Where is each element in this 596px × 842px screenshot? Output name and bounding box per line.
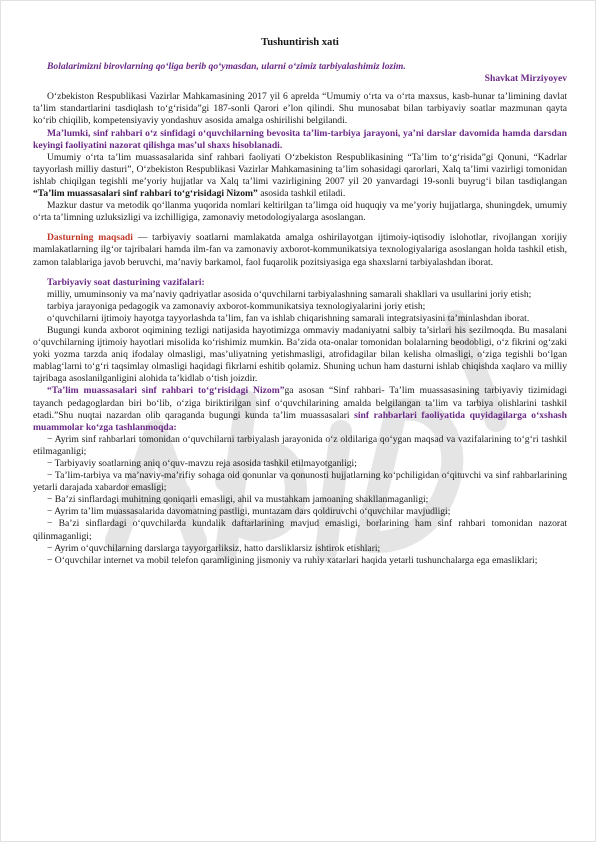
nizom-reference-2: “Ta’lim muassasalari sinf rahbari to‘g‘risidagi Nizom”: [47, 385, 285, 397]
document-body: [33, 37, 567, 567]
problems-intro: sinf rahbarlari faoliyatida quyidagilarga o‘xshash muammolar ko‘zga tashlanmoqda:: [33, 409, 567, 433]
goal-label: Dasturning maqsadi: [47, 232, 133, 244]
epigraph-author: Shavkat Mirziyoyev: [484, 73, 567, 85]
body-p2-mid: ga asosan “Sinf rahbari- Ta’lim muassasasining tarbiyaviy tizimidagi tayanch pedagoglardan biri bo‘lib, o‘ziga biriktirilgan sinf o‘quvchilarining amalda belgilangan ta’lim va tarbiya olishlarini tashkil etadi.”Shu nuqtai nazardan olib qaraganda bugungi kunda ta’lim muassasalari: [33, 385, 567, 421]
epigraph-quote: Bolalarimizni birovlarning qo‘liga berib qo‘ymasdan, ularni o‘zimiz tarbiyalashimiz lozim.: [47, 61, 406, 73]
intro-paragraph-2: Ma’lumki, sinf rahbari o‘z sinfidagi o‘quvchilarning bevosita ta’lim-tarbiya jarayoni, ya’ni darslar davomida hamda darsdan keyingi faoliyatini nazorat qilishga mas’ul shaxs hisoblanadi.: [33, 127, 567, 151]
intro-paragraph-3: [33, 152, 567, 200]
problem-item: − Ba’zi sinflardagi muhitning qoniqarli emasligi, ahil va mustahkam jamoaning shakllanmaganligi;: [47, 494, 429, 506]
intro-paragraph-4: Mazkur dastur va metodik qo‘llanma yuqorida nomlari keltirilgan ta’limga oid huquqiy va me’yoriy hujjatlarga, shuningdek, umumiy o‘rta ta’limning uzluksizligi va izchilligiga, zamonaviy metodologiyalarga asoslangan.: [33, 200, 567, 224]
problem-item: − Ba’zi sinflardagi o‘quvchilarda kundalik daftarlarining mavjud emasligi, borlarining ham sinf rahbari tomonidan nazorat qilinmaganligi;: [33, 518, 567, 542]
intro-p3-end: asosida tashkil etiladi.: [257, 188, 346, 200]
problem-item: − Ayrim sinf rahbarlari tomonidan o‘quvchilarni tarbiyalash jarayonida o‘z oldilariga qo‘ygan maqsad va vazifalarining to‘g‘ri tashkil etilmaganligi;: [33, 433, 567, 457]
intro-p3-start: Umumiy o‘rta ta’lim muassasalarida sinf rahbari faoliyati O‘zbekiston Respublikasining “Ta’lim to‘g‘risida”gi Qonuni, “Kadrlar tayyorlash milliy dasturi”, O‘zbekiston Respublikasi Vazirlar Mahkamasining ta’lim sohasidagi qarorlari, Xalq ta’limi vazirligi tomonidan ishlab chiqilgan tegishli me’yoriy hujjatlar va Xalq ta’limi vazirligining 2007 yil 20 yanvardagi 19-sonli buyrug‘i bilan tasdiqlangan: [33, 151, 567, 187]
problem-item: − Ta’lim-tarbiya va ma’naviy-ma’rifiy sohaga oid qonunlar va qonunosti hujjatlarning ko‘pchiligidan o‘qituvchi va sinf rahbarlarining yetarli darajada xabardor emasligi;: [33, 470, 567, 494]
goal-paragraph: [33, 232, 567, 268]
problem-item: − O‘quvchilar internet va mobil telefon qaramligining jismoniy va ruhiy xatarlari haqida yetarli tushunchalarga ega emasliklari;: [47, 554, 538, 566]
task-item: tarbiya jarayoniga pedagogik va zamonaviy axborot-kommunikatsiya texnologiyalarini joriy etish;: [47, 300, 426, 312]
body-paragraph-1: Bugungi kunda axborot oqimining tezligi natijasida hayotimizga ommaviy madaniyatni salbiy ta’sirlari his sezilmoqda. Bu masalani o‘quvchilarning ijtimoiy hayotlari misolida ko‘rishimiz mumkin. Ba’zida ota-onalar tomonidan bolalarning beodobligi, o‘z fikrini og‘zaki yoki yozma tarzda aniq ifodalay olmasligi, mas’uliyatning yetishmasligi, atrofidagilar bilan kelisha olmasligi, o‘ziga tegishli bo‘lgan mablag‘larni to‘g‘ri taqsimlay olmasligi haqidagi fikrlarni eshitib qolamiz. Shuning uchun ham dasturni ishlab chiqishda xaqlaro va milliy tajribaga asoslanilganligini alohida ta’kidlab o‘tish joizdir.: [33, 324, 567, 385]
intro-paragraph-1: O‘zbekiston Respublikasi Vazirlar Mahkamasining 2017 yil 6 aprelda “Umumiy o‘rta va o‘rta maxsus, kasb-hunar ta’limining davlat ta’lim standartlarini tasdiqlash to‘g‘risida”gi 187-sonli Qarori e’lon qilindi. Shu munosabat bilan tarbiyaviy soatlar mazmunan qayta ko‘rib chiqilib, kompetensiyaviy yondashuv asosida amalga oshirilishi belgilandi.: [33, 91, 567, 127]
problem-item: − Ayrim o‘quvchilarning darslarga tayyorgarliksiz, hatto darsliklarsiz ishtirok etishlari;: [47, 542, 381, 554]
task-item: o‘quvchilarni ijtimoiy hayotga tayyorlashda ta’lim, fan va ishlab chiqarishning samarali integratsiyasini ta’minlashdan iborat.: [47, 312, 530, 324]
body-paragraph-2: [33, 385, 567, 433]
problem-item: − Ayrim ta’lim muassasalarida davomatning pastligi, muntazam dars qoldiruvchi o‘quvchilar mavjudligi;: [47, 506, 451, 518]
goal-text: — tarbiyaviy soatlarni mamlakatda amalga oshirilayotgan ijtimoiy-iqtisodiy islohotlar, rivojlangan xorijiy mamlakatlarning ilg‘or tajribalari hamda ilm-fan va zamonaviy axborot-kommunikatsiya texnologiyalariga asoslangan holda tashkil etish, zamon talablariga javob beruvchi, ma’naviy barkamol, faol fuqarolik pozitsiyasiga ega shaxslarni tarbiyalashdan iborat.: [33, 232, 568, 268]
task-item: milliy, umuminsoniy va ma’naviy qadriyatlar asosida o‘quvchilarni tarbiyalashning samarali shakllari va usullarini joriy etish;: [47, 288, 532, 300]
tasks-heading: Tarbiyaviy soat dasturining vazifalari:: [47, 276, 205, 288]
nizom-reference: “Ta’lim muassasalari sinf rahbari to‘g‘risidagi Nizom”: [33, 188, 258, 200]
problem-item: − Tarbiyaviy soatlarning aniq o‘quv-mavzu reja asosida tashkil etilmayotganligi;: [47, 458, 357, 469]
document-title: Tushuntirish xati: [261, 37, 339, 48]
